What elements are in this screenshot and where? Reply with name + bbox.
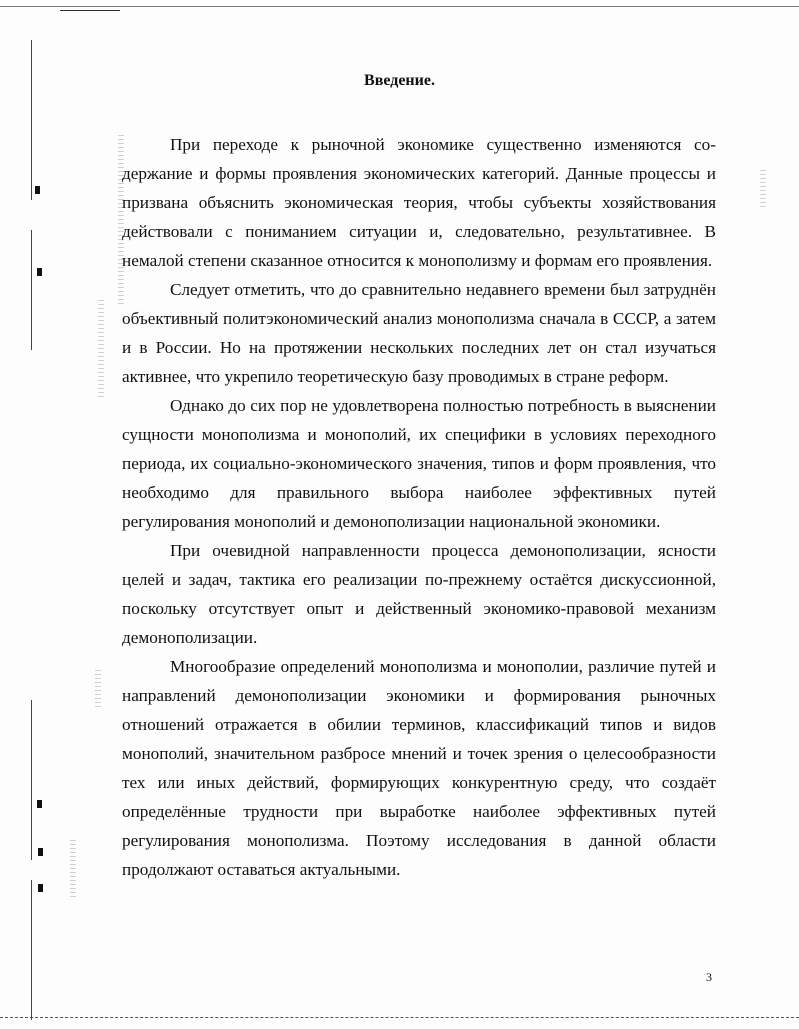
scan-noise — [98, 300, 104, 400]
scan-margin-mark — [37, 268, 42, 276]
scan-margin-line — [31, 40, 32, 200]
scan-margin-mark — [35, 186, 40, 194]
scan-edge-top-fragment — [60, 10, 120, 11]
paragraph: Однако до сих пор не удовлетворена полностью потребность в выяснении сущности монополизма и монополий, их специфики в условиях переходного периода, их социально-экономического значения, типов и форм проявления, что необходимо для правильного выбора наиболее эффективных путей регулирования монополий и демонополизации национальной экономики. — [122, 396, 716, 531]
paragraph: Многообразие определений монополизма и монополии, различие путей и направлений демонополизации экономики и формирования рыночных отношений отражается в обилии терминов, классификаций типов и видов монополий, значительном разбросе мнений и точек зрения о целесообразности тех или иных действий, формирующих конкурентную среду, что создаёт определённые трудности при выработке наиболее эффективных путей регулирования монополизма. Поэтому исследования в данной области продолжают оставаться актуальными. — [122, 657, 716, 879]
paragraph: При очевидной направленности процесса демонополизации, ясности целей и задач, тактика его реализации по-прежнему остаётся дискуссионной, поскольку отсутствует опыт и действенный экономико-правовой механизм демонополизации. — [122, 541, 716, 647]
paragraph: При переходе к рыночной экономике существенно изменяются содержание и формы проявления экономических категорий. Данные процессы и призвана объяснить экономическая теория, чтобы субъекты хозяйствования действовали с пониманием ситуации и, следовательно, результативнее. В немалой степени сказанное относится к монополизму и формам его проявления. — [122, 135, 716, 270]
body-text — [122, 130, 716, 884]
scan-margin-mark — [38, 848, 43, 856]
page-number: 3 — [706, 970, 712, 984]
scan-edge-top — [0, 6, 799, 7]
scan-margin-mark — [37, 800, 42, 808]
scan-noise — [760, 170, 766, 210]
scan-noise — [95, 670, 101, 710]
scan-margin-line — [31, 230, 32, 350]
scan-margin-line — [31, 700, 32, 860]
scan-margin-line — [31, 880, 32, 1020]
scan-edge-bottom — [0, 1017, 799, 1018]
page-title: Введение. — [364, 72, 435, 89]
paragraph: Следует отметить, что до сравнительно недавнего времени был затруднён объективный политэкономический анализ монополизма сначала в СССР, а затем и в России. Но на протяжении нескольких последних лет он стал изучаться активнее, что укрепило теоретическую базу проводимых в стране реформ. — [122, 280, 716, 386]
scan-noise — [70, 840, 76, 900]
scan-margin-mark — [38, 884, 43, 892]
